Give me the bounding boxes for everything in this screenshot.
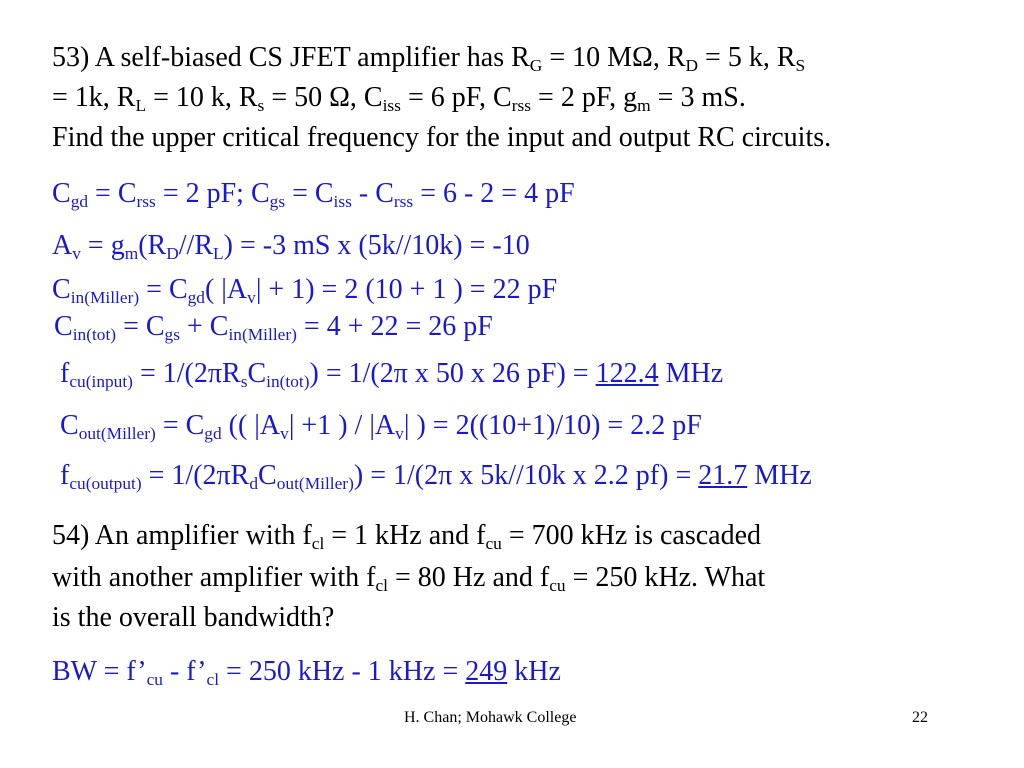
text-segment: ) = 1/(2π x 5k//10k x 2.2 pf) = bbox=[353, 460, 699, 491]
text-segment: = 1 kHz and f bbox=[324, 520, 486, 551]
text-segment: C bbox=[60, 410, 79, 441]
text-segment: | +1 ) / |A bbox=[288, 410, 396, 441]
text-segment: = C bbox=[155, 410, 205, 441]
problem-54-line-3 bbox=[52, 604, 334, 632]
problem-54-number: 54) bbox=[52, 520, 90, 551]
text-segment: = 1/(2πR bbox=[141, 460, 250, 491]
solution-bw-line bbox=[52, 656, 561, 689]
subscript: iss bbox=[382, 95, 401, 115]
text-segment: C bbox=[54, 311, 73, 342]
solution-cin-tot-line bbox=[54, 311, 493, 344]
text-segment: //R bbox=[178, 230, 214, 261]
text-segment: = 6 - 2 = 4 pF bbox=[413, 178, 575, 209]
problem-54-line-1 bbox=[52, 520, 762, 553]
footer-credit: H. Chan; Mohawk College bbox=[404, 709, 577, 726]
text-segment: An amplifier with f bbox=[89, 520, 312, 551]
subscript: v bbox=[395, 423, 404, 443]
subscript: out(Miller) bbox=[78, 423, 156, 443]
text-segment: A self-biased CS JFET amplifier has R bbox=[89, 42, 530, 73]
subscript: cu(output) bbox=[69, 473, 142, 493]
subscript: v bbox=[280, 423, 289, 443]
subscript: cl bbox=[206, 669, 220, 689]
subscript: cu bbox=[549, 575, 566, 595]
problem-54-line-2 bbox=[52, 562, 766, 595]
text-segment: = C bbox=[285, 178, 334, 209]
text-segment: C bbox=[247, 358, 267, 389]
text-segment: = 10 MΩ, R bbox=[542, 42, 686, 73]
text-segment: = 4 + 22 = 26 pF bbox=[296, 311, 493, 342]
subscript: v bbox=[72, 243, 81, 263]
subscript: S bbox=[795, 55, 806, 75]
solution-cout-miller-line bbox=[60, 410, 702, 443]
subscript: cl bbox=[311, 533, 325, 553]
subscript: in(Miller) bbox=[70, 287, 140, 307]
text-segment: = 250 kHz - 1 kHz = bbox=[219, 656, 466, 687]
subscript: D bbox=[166, 243, 179, 263]
subscript: cl bbox=[375, 575, 388, 595]
problem-53-line-3 bbox=[52, 124, 831, 152]
subscript: gd bbox=[70, 191, 89, 211]
subscript: gs bbox=[164, 324, 180, 344]
text-segment: = C bbox=[116, 311, 165, 342]
text-segment: = C bbox=[88, 178, 137, 209]
text-segment: = 700 kHz is cascaded bbox=[501, 520, 762, 551]
solution-fcu-input-line bbox=[60, 358, 724, 391]
subscript: gd bbox=[187, 287, 205, 307]
problem-53-line-2 bbox=[52, 82, 746, 115]
text-segment: ) = -3 mS x (5k//10k) = -10 bbox=[223, 230, 530, 261]
subscript: cu(input) bbox=[69, 371, 133, 391]
text-segment: f bbox=[60, 460, 70, 491]
subscript: in(tot) bbox=[266, 371, 310, 391]
solution-cin-miller-line bbox=[52, 274, 558, 307]
subscript: m bbox=[637, 95, 651, 115]
text-segment: A bbox=[52, 230, 73, 261]
text-segment: kHz bbox=[507, 656, 561, 687]
text-segment: = 6 pF, C bbox=[400, 82, 512, 113]
text-segment: = 80 Hz and f bbox=[388, 562, 550, 593]
subscript: cu bbox=[146, 669, 163, 689]
subscript: G bbox=[529, 55, 543, 75]
subscript: D bbox=[685, 55, 699, 75]
text-segment: with another amplifier with f bbox=[52, 562, 376, 593]
subscript: d bbox=[249, 473, 259, 493]
solution-av-line bbox=[52, 230, 530, 263]
text-segment: (( |A bbox=[221, 410, 281, 441]
text-segment: f bbox=[60, 358, 70, 389]
text-segment: = 1/(2πR bbox=[132, 358, 241, 389]
solution-cgd-line bbox=[52, 178, 575, 211]
subscript: gd bbox=[204, 423, 222, 443]
text-segment: = 1k, R bbox=[52, 82, 136, 113]
text-segment: C bbox=[52, 178, 71, 209]
subscript: rss bbox=[136, 191, 156, 211]
subscript: gs bbox=[269, 191, 286, 211]
underlined-answer: 122.4 bbox=[595, 358, 659, 389]
text-segment: = 2 pF, g bbox=[531, 82, 638, 113]
text-segment: | ) = 2((10+1)/10) = 2.2 pF bbox=[403, 410, 702, 441]
subscript: in(tot) bbox=[72, 324, 117, 344]
subscript: L bbox=[213, 243, 224, 263]
text-segment: C bbox=[258, 460, 277, 491]
text-segment: MHz bbox=[747, 460, 812, 491]
underlined-answer: 21.7 bbox=[698, 460, 748, 491]
text-segment: = 10 k, R bbox=[146, 82, 258, 113]
text-segment: ) = 1/(2π x 50 x 26 pF) = bbox=[309, 358, 596, 389]
subscript: L bbox=[135, 95, 147, 115]
text-segment: = 3 mS. bbox=[650, 82, 746, 113]
page-number: 22 bbox=[912, 709, 928, 726]
text-segment: Find the upper critical frequency for the input and output RC circuits. bbox=[52, 122, 832, 153]
subscript: s bbox=[240, 371, 248, 391]
subscript: rss bbox=[393, 191, 414, 211]
text-segment: - f’ bbox=[162, 656, 207, 687]
text-segment: ( |A bbox=[204, 274, 248, 305]
underlined-answer: 249 bbox=[465, 656, 508, 687]
subscript: v bbox=[247, 287, 256, 307]
problem-53-line-1 bbox=[52, 42, 806, 75]
text-segment: + C bbox=[179, 311, 229, 342]
text-segment: = g bbox=[80, 230, 125, 261]
text-segment: C bbox=[52, 274, 71, 305]
text-segment: = 2 pF; C bbox=[155, 178, 270, 209]
subscript: iss bbox=[333, 191, 352, 211]
problem-53-number: 53) bbox=[52, 42, 90, 73]
text-segment: is the overall bandwidth? bbox=[52, 602, 335, 633]
subscript: in(Miller) bbox=[228, 324, 297, 344]
text-segment: MHz bbox=[658, 358, 724, 389]
text-segment: = 5 k, R bbox=[698, 42, 796, 73]
text-segment: | + 1) = 2 (10 + 1 ) = 22 pF bbox=[255, 274, 558, 305]
subscript: m bbox=[124, 243, 139, 263]
solution-fcu-output-line bbox=[60, 460, 812, 493]
text-segment: = 50 Ω, C bbox=[264, 82, 383, 113]
text-segment: = 250 kHz. What bbox=[565, 562, 766, 593]
text-segment: - C bbox=[351, 178, 394, 209]
subscript: rss bbox=[511, 95, 532, 115]
subscript: out(Miller) bbox=[276, 473, 354, 493]
subscript: cu bbox=[485, 533, 502, 553]
text-segment: (R bbox=[138, 230, 167, 261]
text-segment: = C bbox=[139, 274, 188, 305]
text-segment: BW = f’ bbox=[52, 656, 147, 687]
subscript: s bbox=[257, 95, 265, 115]
